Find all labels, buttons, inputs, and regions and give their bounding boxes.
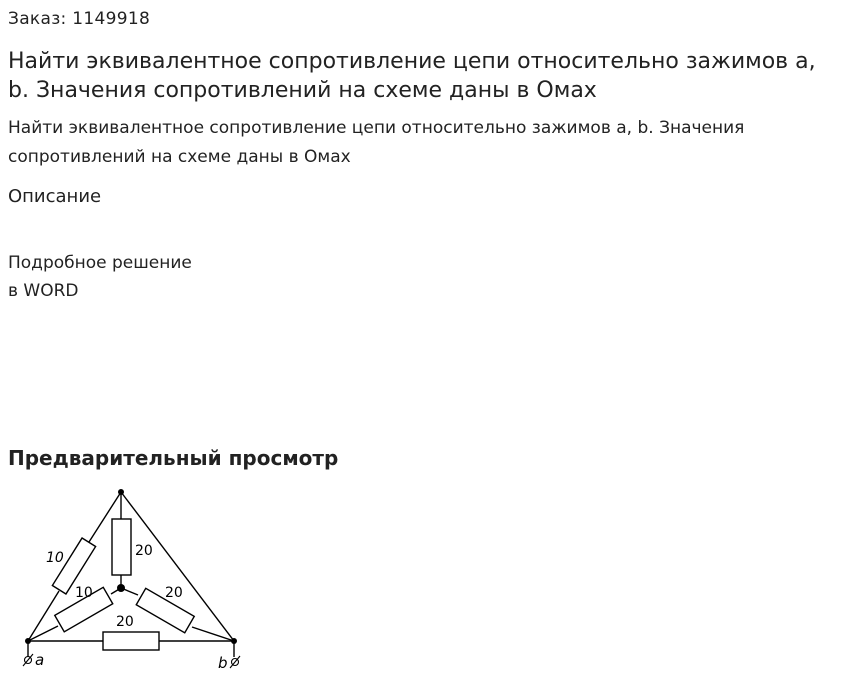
label-r-left: 10 (46, 550, 64, 566)
label-r-bottom: 20 (116, 614, 134, 630)
label-r-inner-right: 20 (165, 585, 183, 601)
resistor-bottom (103, 632, 159, 650)
description-line-1: Подробное решение (8, 253, 192, 273)
label-terminal-a: a (35, 651, 45, 669)
node-center (117, 584, 125, 592)
node-b (231, 638, 237, 644)
preview-heading: Предварительный просмотр (8, 446, 339, 470)
node-a (25, 638, 31, 644)
label-r-vertical: 20 (135, 543, 153, 559)
wire-inner-right-bottom (192, 627, 234, 641)
label-r-inner-left: 10 (75, 585, 93, 601)
label-terminal-b: b (218, 654, 228, 672)
resistor-vertical (112, 519, 131, 575)
page-title: Найти эквивалентное сопротивление цепи относительно зажимов a, b. Значения сопротивлений на схеме даны в Омах (8, 49, 816, 103)
node-top (118, 489, 124, 495)
description-body (8, 249, 192, 305)
order-number: Заказ: 1149918 (8, 9, 151, 29)
circuit-diagram (0, 480, 260, 680)
page-subtitle: Найти эквивалентное сопротивление цепи относительно зажимов a, b. Значения сопротивлений на схеме даны в Омах (8, 118, 745, 167)
description-line-2: в WORD (8, 281, 79, 301)
description-heading: Описание (8, 186, 102, 207)
